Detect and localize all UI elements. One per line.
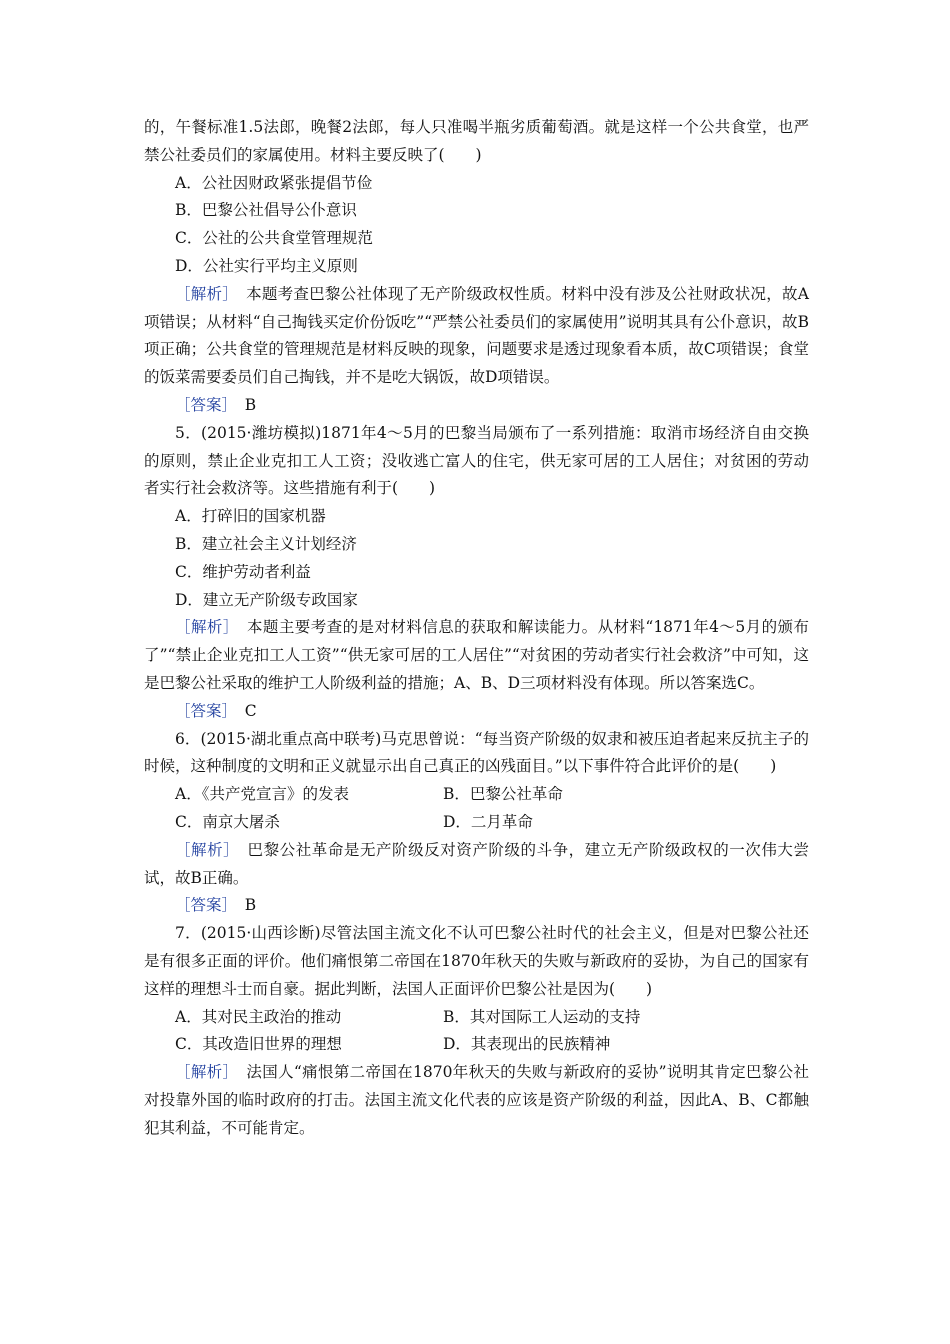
question-5-option-d: D．建立无产阶级专政国家 <box>175 590 358 609</box>
analysis-text: 本题考查巴黎公社体现了无产阶级政权性质。材料中没有涉及公社财政状况，故A项错误；从材料“自己掏钱买定价份饭吃”“严禁公社委员们的家属使用”说明其具有公仆意识，故B项正确；公共食堂的管理规范是材料反映的现象，问题要求是透过现象看本质，故C项错误；食堂的饭菜需要委员们自己掏钱，并不是吃大锅饭，故D项错误。 <box>144 284 809 387</box>
question-6-option-c: C．南京大屠杀 <box>175 812 280 831</box>
question-7-options-row-1 <box>144 1004 809 1032</box>
question-7-option-d: D．其表现出的民族精神 <box>443 1035 611 1054</box>
question-7-stem: 7．(2015·山西诊断)尽管法国主流文化不认可巴黎公社时代的社会主义，但是对巴黎公社还是有很多正面的评价。他们痛恨第二帝国在1870年秋天的失败与新政府的妥协，为自己的国家有这样的理想斗士而自豪。据此判断，法国人正面评价巴黎公社是因为( ) <box>144 924 809 998</box>
question-4-option-d: D．公社实行平均主义原则 <box>175 256 358 275</box>
analysis-label: ［解析］ <box>175 618 232 637</box>
question-4-analysis <box>144 281 809 392</box>
question-4-stem-continuation: 的，午餐标准1.5法郎，晚餐2法郎，每人只准喝半瓶劣质葡萄酒。就是这样一个公共食堂，也严禁公社委员们的家属使用。材料主要反映了( ) <box>144 118 809 164</box>
analysis-label: ［解析］ <box>175 1063 231 1082</box>
analysis-label: ［解析］ <box>175 284 231 303</box>
question-4-option-b: B．巴黎公社倡导公仆意识 <box>175 201 357 220</box>
analysis-text: 巴黎公社革命是无产阶级反对资产阶级的斗争，建立无产阶级政权的一次伟大尝试，故B正确。 <box>144 840 809 887</box>
answer-text: C <box>229 701 257 720</box>
question-6-options-row-2 <box>144 809 809 837</box>
answer-text: B <box>229 395 257 414</box>
answer-text: B <box>229 896 257 915</box>
question-6-options-row-1 <box>144 781 809 809</box>
question-5-option-b: B．建立社会主义计划经济 <box>175 534 357 553</box>
question-5-option-c: C．维护劳动者利益 <box>175 562 311 581</box>
analysis-text: 法国人“痛恨第二帝国在1870年秋天的失败与新政府的妥协”说明其肯定巴黎公社对投靠外国的临时政府的打击。法国主流文化代表的应该是资产阶级的利益，因此A、B、C都触犯其利益，不可能肯定。 <box>144 1063 809 1137</box>
analysis-text: 本题主要考查的是对材料信息的获取和解读能力。从材料“1871年4～5月的颁布了”“禁止企业克扣工人工资”“供无家可居的工人居住”“对贫困的劳动者实行社会救济”中可知，这是巴黎公社采取的维护工人阶级利益的措施；A、B、D三项材料没有体现。所以答案选C。 <box>144 618 809 692</box>
question-6-option-b: B．巴黎公社革命 <box>443 785 563 804</box>
question-5-option-a: A．打碎旧的国家机器 <box>175 507 326 526</box>
question-4-option-a: A．公社因财政紧张提倡节俭 <box>175 173 373 192</box>
question-7-analysis <box>144 1059 809 1142</box>
question-5-analysis <box>144 614 809 697</box>
question-6-answer <box>144 892 809 920</box>
question-6-option-d: D．二月革命 <box>443 812 533 831</box>
question-6-analysis <box>144 837 809 893</box>
answer-label: ［答案］ <box>175 896 230 915</box>
answer-label: ［答案］ <box>175 701 230 720</box>
analysis-label: ［解析］ <box>175 840 232 859</box>
question-6-option-a: A．《共产党宣言》的发表 <box>175 785 349 804</box>
answer-label: ［答案］ <box>175 395 230 414</box>
question-7-option-b: B．其对国际工人运动的支持 <box>443 1007 641 1026</box>
question-7-options-row-2 <box>144 1031 809 1059</box>
question-4-option-c: C．公社的公共食堂管理规范 <box>175 229 373 248</box>
question-5-answer <box>144 698 809 726</box>
question-4-answer <box>144 392 809 420</box>
question-7-option-c: C．其改造旧世界的理想 <box>175 1035 342 1054</box>
question-5-stem: 5．(2015·潍坊模拟)1871年4～5月的巴黎当局颁布了一系列措施：取消市场经济自由交换的原则，禁止企业克扣工人工资；没收逃亡富人的住宅，供无家可居的工人居住；对贫困的劳动者实行社会救济等。这些措施有利于( ) <box>144 423 809 498</box>
question-7-option-a: A．其对民主政治的推动 <box>175 1007 342 1026</box>
document-page <box>144 114 809 1142</box>
question-6-stem: 6．(2015·湖北重点高中联考)马克思曾说：“每当资产阶级的奴隶和被压迫者起来反抗主子的时候，这种制度的文明和正义就显示出自己真正的凶残面目。”以下事件符合此评价的是( ) <box>144 729 809 776</box>
